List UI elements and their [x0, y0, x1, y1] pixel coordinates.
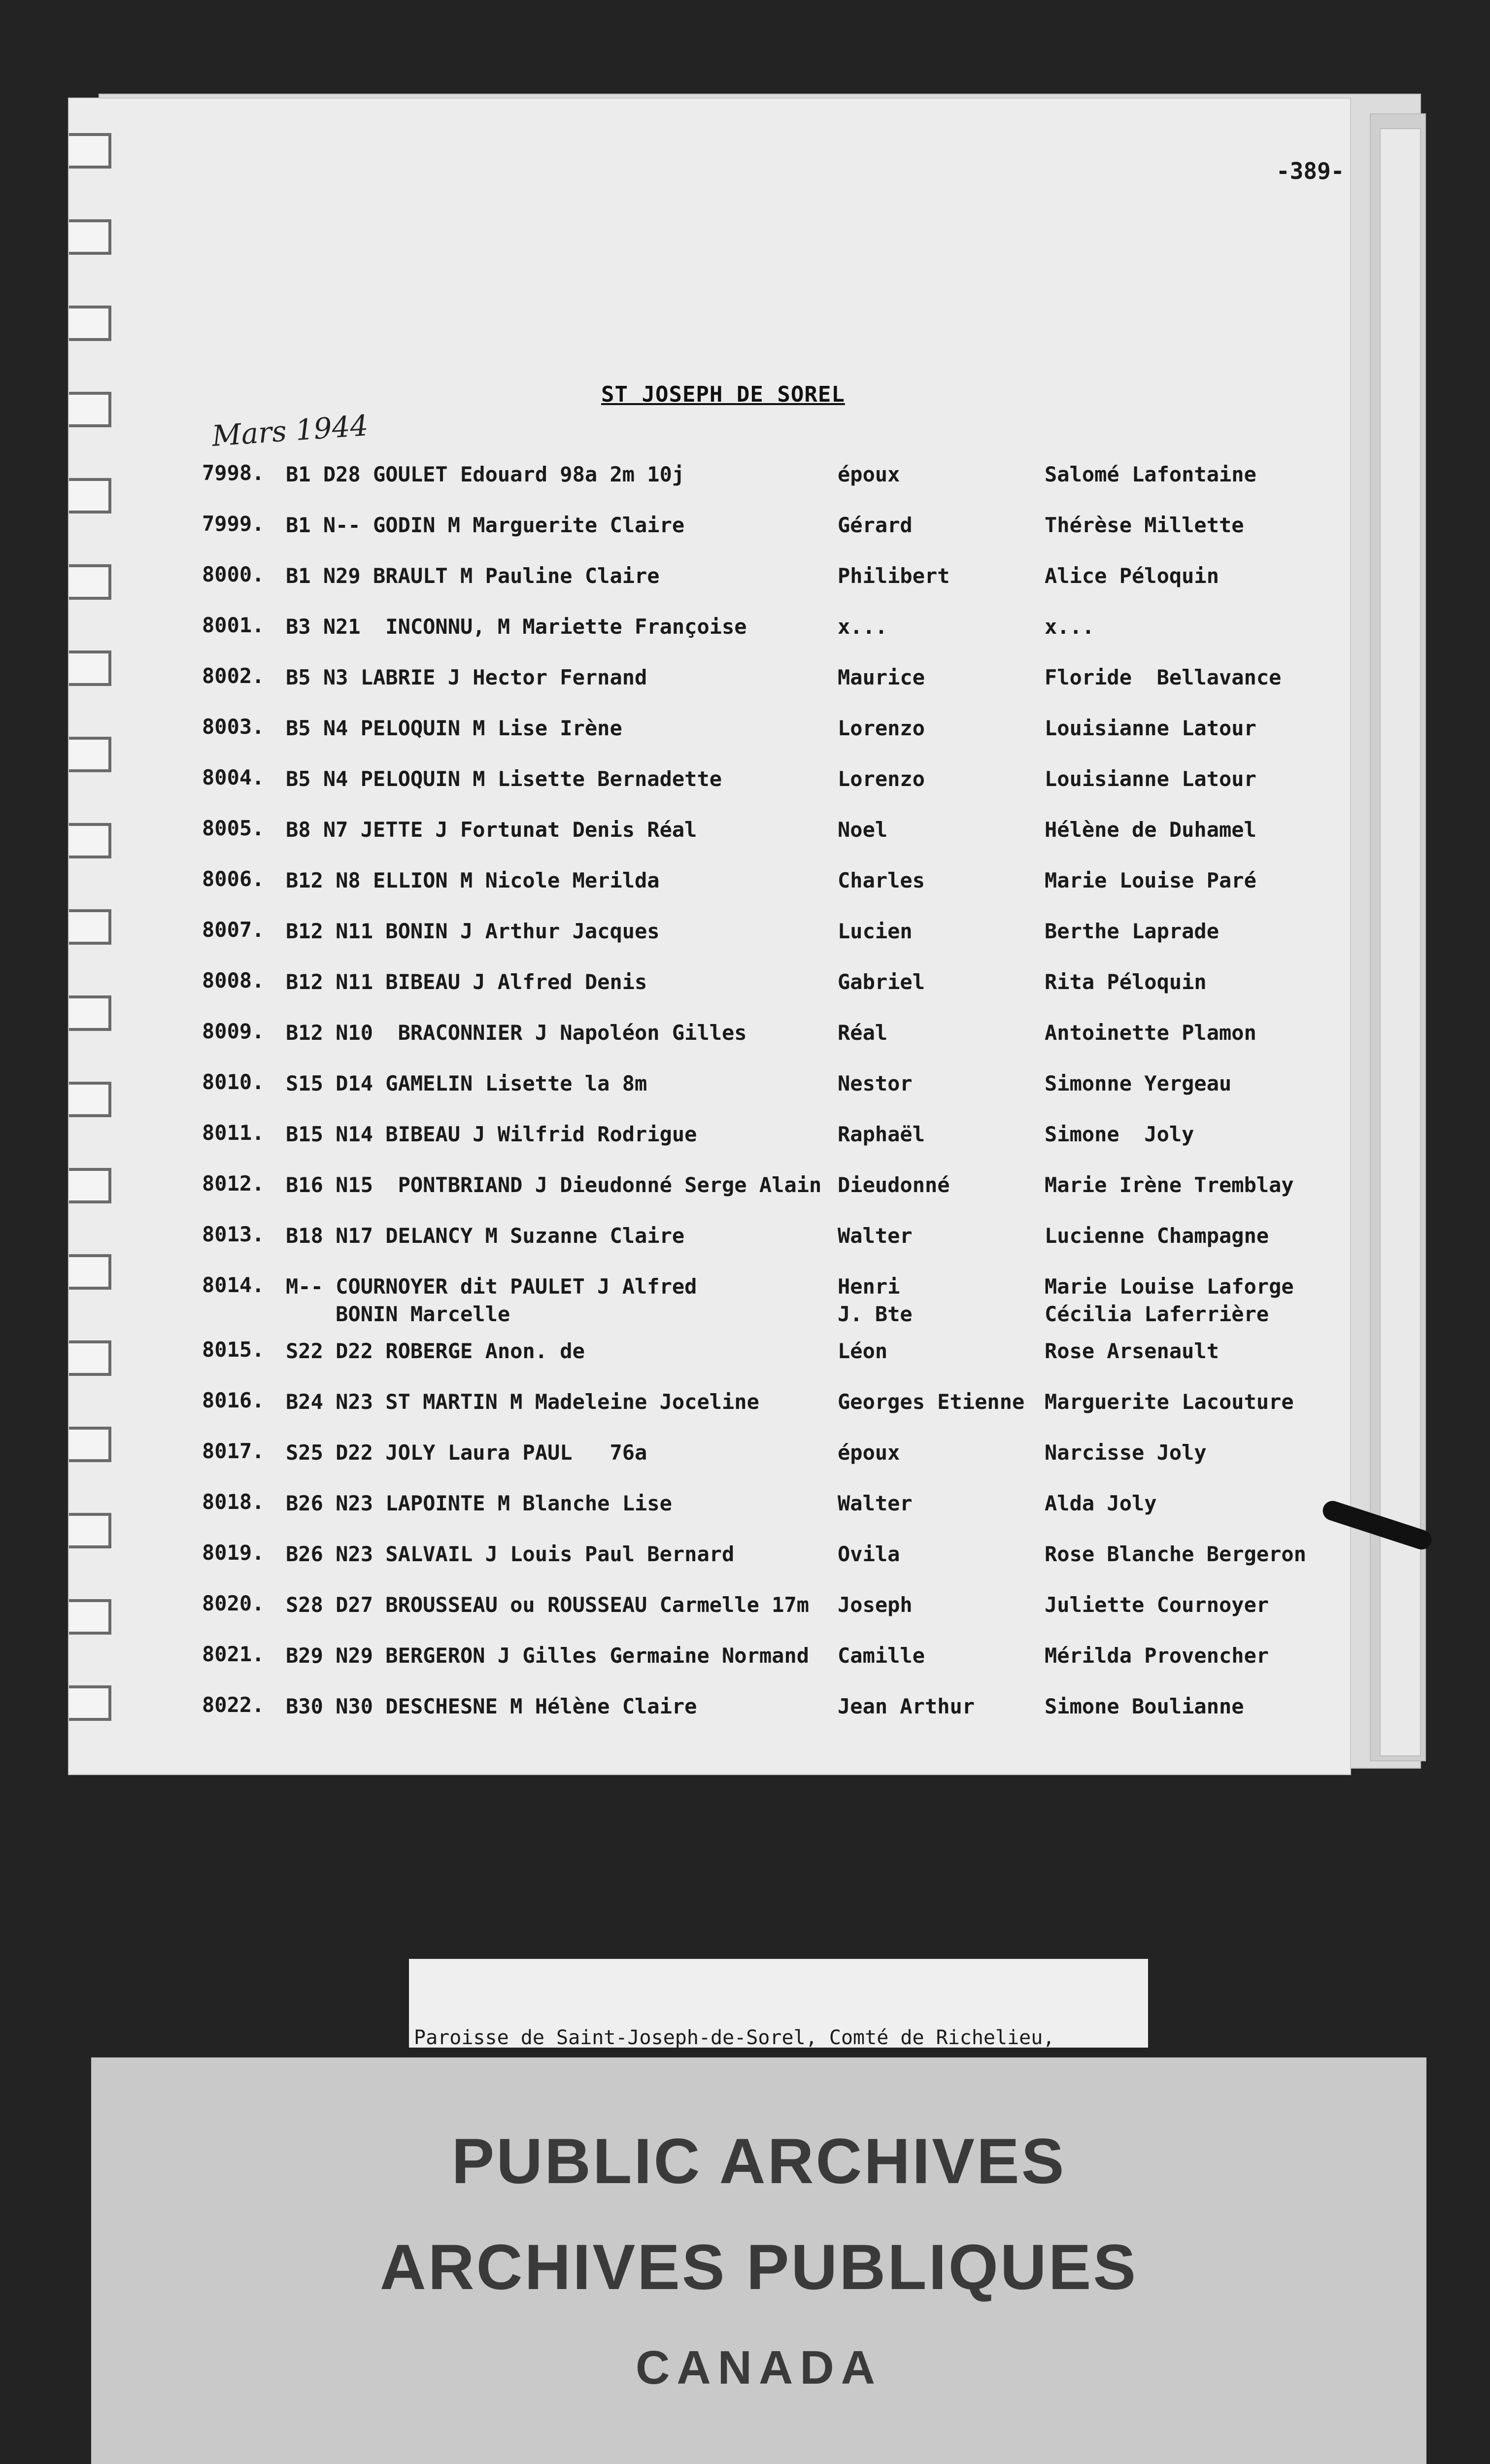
archives-title-en: PUBLIC ARCHIVES: [451, 2125, 1066, 2197]
entry-father: Ovila: [838, 1542, 900, 1566]
entry-record: B5 N4 PELOQUIN M Lisette Bernadette: [286, 767, 722, 791]
binding-ring: [69, 306, 111, 341]
entry-record: S25 D22 JOLY Laura PAUL 76a: [286, 1440, 647, 1465]
entry-number: 7998.: [202, 461, 265, 485]
archives-title-fr: ARCHIVES PUBLIQUES: [379, 2231, 1138, 2303]
entry-record: B30 N30 DESCHESNE M Hélène Claire: [286, 1694, 697, 1718]
entry-mother: Marguerite Lacouture: [1045, 1390, 1294, 1414]
binding-ring: [69, 133, 111, 169]
entry-mother: Marie Louise Paré: [1045, 868, 1256, 892]
entry-record: B26 N23 LAPOINTE M Blanche Lise: [286, 1491, 672, 1515]
entry-mother: Rita Péloquin: [1045, 970, 1207, 994]
binding-ring: [69, 1254, 111, 1290]
entry-number: 8016.: [202, 1388, 265, 1412]
entry-number: 7999.: [202, 512, 265, 536]
entry-number: 8022.: [202, 1693, 265, 1717]
entry-record: B5 N3 LABRIE J Hector Fernand: [286, 665, 647, 689]
entry-record: B12 N8 ELLION M Nicole Merilda: [286, 868, 660, 892]
entry-mother: Lucienne Champagne: [1045, 1224, 1269, 1248]
entry-mother: Simonne Yergeau: [1045, 1071, 1232, 1095]
entry-number: 8005.: [202, 816, 265, 840]
entry-mother: Louisianne Latour: [1045, 716, 1256, 740]
binding-ring: [69, 823, 111, 858]
entry-mother: Berthe Laprade: [1045, 919, 1219, 943]
entry-mother: Floride Bellavance: [1045, 665, 1282, 689]
binding-ring: [69, 564, 111, 600]
entry-mother: Simone Boulianne: [1045, 1694, 1244, 1718]
entry-father: Lorenzo: [838, 767, 925, 791]
binding-ring: [69, 995, 111, 1031]
entry-mother: Salomé Lafontaine: [1045, 462, 1256, 486]
binding-ring: [69, 737, 111, 772]
binding-ring: [69, 1427, 111, 1462]
entry-mother: Alice Péloquin: [1045, 564, 1219, 588]
entry-mother: Mérilda Provencher: [1045, 1643, 1269, 1668]
entry-number: 8021.: [202, 1642, 265, 1666]
entry-father: Gabriel: [838, 970, 925, 994]
entry-record: B5 N4 PELOQUIN M Lise Irène: [286, 716, 622, 740]
entry-number: 8011.: [202, 1121, 265, 1145]
binding-ring: [69, 909, 111, 945]
binding-ring: [69, 1168, 111, 1203]
entry-mother: Juliette Cournoyer: [1045, 1593, 1269, 1617]
entry-mother: Thérèse Millette: [1045, 513, 1244, 537]
handwritten-date-note: Mars 1944: [211, 409, 370, 453]
entry-record: B8 N7 JETTE J Fortunat Denis Réal: [286, 818, 697, 842]
entry-number: 8003.: [202, 715, 265, 739]
spiral-binding: [69, 133, 113, 1720]
entry-number: 8017.: [202, 1439, 265, 1463]
entry-mother: Narcisse Joly: [1045, 1440, 1207, 1465]
binding-ring: [69, 392, 111, 427]
entry-record: M-- COURNOYER dit PAULET J Alfred BONIN Marcelle: [286, 1274, 697, 1326]
entry-father: Walter: [838, 1224, 913, 1248]
entry-father: Lucien: [838, 919, 913, 943]
entry-number: 8006.: [202, 867, 265, 891]
entry-record: B12 N11 BIBEAU J Alfred Denis: [286, 970, 647, 994]
entry-record: B18 N17 DELANCY M Suzanne Claire: [286, 1224, 685, 1248]
binding-ring: [69, 478, 111, 513]
entry-number: 8002.: [202, 664, 265, 688]
entry-father: Henri J. Bte: [838, 1274, 913, 1326]
entry-number: 8001.: [202, 613, 265, 637]
entry-record: B3 N21 INCONNU, M Mariette Françoise: [286, 615, 747, 639]
entry-father: x...: [838, 615, 888, 639]
entry-record: B15 N14 BIBEAU J Wilfrid Rodrigue: [286, 1122, 697, 1146]
entry-number: 8015.: [202, 1337, 265, 1362]
entry-record: B24 N23 ST MARTIN M Madeleine Joceline: [286, 1390, 759, 1414]
entry-mother: Marie Louise Laforge Cécilia Laferrière: [1045, 1274, 1294, 1326]
entry-father: Maurice: [838, 665, 925, 689]
archives-country: CANADA: [636, 2341, 882, 2394]
entry-father: Camille: [838, 1643, 925, 1668]
entry-mother: Rose Arsenault: [1045, 1339, 1219, 1363]
entry-mother: Simone Joly: [1045, 1122, 1194, 1146]
entry-record: B1 N29 BRAULT M Pauline Claire: [286, 564, 660, 588]
entry-number: 8004.: [202, 765, 265, 789]
entry-number: 8007.: [202, 918, 265, 942]
binding-ring: [69, 219, 111, 255]
entry-number: 8010.: [202, 1070, 265, 1094]
binding-ring: [69, 1685, 111, 1721]
entry-father: époux: [838, 1440, 900, 1465]
entry-mother: x...: [1045, 615, 1095, 639]
entry-father: Philibert: [838, 564, 950, 588]
entry-father: Walter: [838, 1491, 913, 1515]
entry-number: 8013.: [202, 1222, 265, 1246]
entry-number: 8009.: [202, 1019, 265, 1043]
entry-mother: Alda Joly: [1045, 1491, 1157, 1515]
entry-record: S15 D14 GAMELIN Lisette la 8m: [286, 1071, 647, 1095]
entry-father: Lorenzo: [838, 716, 925, 740]
entry-father: Noel: [838, 818, 888, 842]
entry-record: B26 N23 SALVAIL J Louis Paul Bernard: [286, 1542, 735, 1566]
entry-father: Charles: [838, 868, 925, 892]
entry-record: B16 N15 PONTBRIAND J Dieudonné Serge Alain: [286, 1173, 822, 1197]
entry-father: époux: [838, 462, 900, 486]
entry-mother: Louisianne Latour: [1045, 767, 1256, 791]
page-number: -389-: [1276, 158, 1345, 184]
binding-ring: [69, 1513, 111, 1548]
entry-mother: Antoinette Plamon: [1045, 1021, 1256, 1045]
entry-number: 8014.: [202, 1273, 265, 1297]
entry-record: B29 N29 BERGERON J Gilles Germaine Normand: [286, 1643, 810, 1668]
entry-father: Joseph: [838, 1593, 913, 1617]
entry-record: B12 N11 BONIN J Arthur Jacques: [286, 919, 660, 943]
back-page-edge: [1380, 128, 1421, 1756]
entry-father: Léon: [838, 1339, 888, 1363]
entry-record: B1 D28 GOULET Edouard 98a 2m 10j: [286, 462, 685, 486]
entry-father: Jean Arthur: [838, 1694, 975, 1718]
binding-ring: [69, 1082, 111, 1117]
entry-number: 8018.: [202, 1490, 265, 1514]
entry-father: Nestor: [838, 1071, 913, 1095]
binding-ring: [69, 650, 111, 686]
entry-father: Dieudonné: [838, 1173, 950, 1197]
entry-number: 8019.: [202, 1540, 265, 1565]
binding-ring: [69, 1599, 111, 1635]
entry-number: 8020.: [202, 1591, 265, 1615]
entry-mother: Marie Irène Tremblay: [1045, 1173, 1294, 1197]
entry-number: 8000.: [202, 562, 265, 586]
entry-mother: Hélène de Duhamel: [1045, 818, 1256, 842]
entry-father: Raphaël: [838, 1122, 925, 1146]
entry-number: 8012.: [202, 1171, 265, 1196]
entry-mother: Rose Blanche Bergeron: [1045, 1542, 1307, 1566]
entry-father: Georges Etienne: [838, 1390, 1025, 1414]
entry-record: S22 D22 ROBERGE Anon. de: [286, 1339, 585, 1363]
entry-record: B1 N-- GODIN M Marguerite Claire: [286, 513, 685, 537]
entry-record: S28 D27 BROUSSEAU ou ROUSSEAU Carmelle 17m: [286, 1593, 810, 1617]
caption-line-1: Paroisse de Saint-Joseph-de-Sorel, Comté de Richelieu,: [414, 2026, 1055, 2049]
entry-record: B12 N10 BRACONNIER J Napoléon Gilles: [286, 1021, 747, 1045]
page-heading: ST JOSEPH DE SOREL: [601, 382, 845, 407]
entry-father: Gérard: [838, 513, 913, 537]
binding-ring: [69, 1340, 111, 1376]
entry-father: Réal: [838, 1021, 888, 1045]
microfilm-caption: [409, 1959, 1148, 2048]
entry-number: 8008.: [202, 968, 265, 992]
archives-card: [91, 2057, 1426, 2464]
